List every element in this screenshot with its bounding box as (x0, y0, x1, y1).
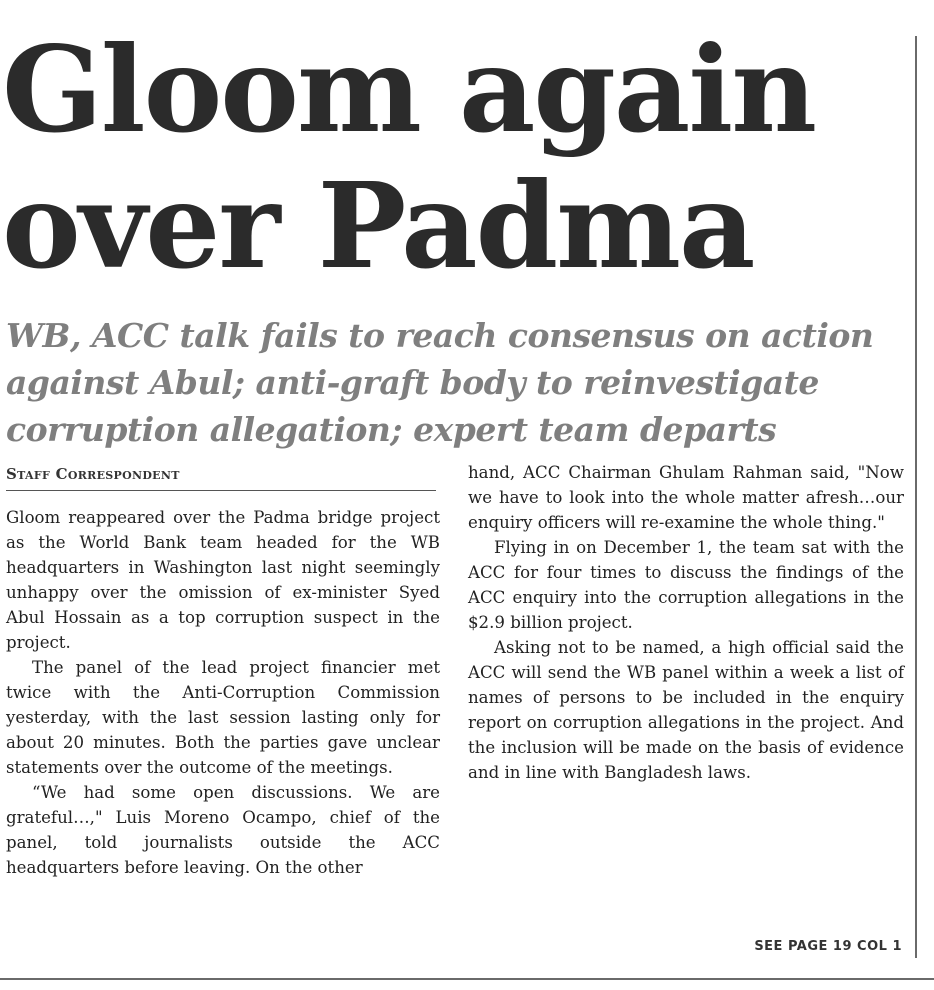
article-column-left (6, 505, 440, 880)
headline-line-1: Gloom again (2, 20, 815, 159)
subheadline-line-3: corruption allegation; expert team departs (6, 410, 777, 449)
bottom-rule (0, 978, 934, 980)
subheadline (6, 312, 906, 453)
article-paragraph-4: Flying in on December 1, the team sat with the ACC for four times to discuss the findings of the ACC enquiry into the corruption allegations in the $2.9 billion project. (468, 538, 904, 632)
article-paragraph-5: Asking not to be named, a high official said the ACC will send the WB panel within a week a list of names of persons to be included in the enquiry report on corruption allegations in the project. And the inclusion will be made on the basis of evidence and in line with Bangladesh laws. (468, 638, 904, 782)
column-rule-vertical (915, 36, 917, 958)
article-paragraph-continued: hand, ACC Chairman Ghulam Rahman said, "Now we have to look into the whole matter afresh…our enquiry officers will re-examine the whole thing." (468, 463, 904, 532)
subheadline-line-2: against Abul; anti-graft body to reinvestigate (6, 363, 819, 402)
byline: Staff Correspondent (6, 465, 436, 491)
subheadline-line-1: WB, ACC talk fails to reach consensus on action (6, 316, 874, 355)
jump-reference: SEE PAGE 19 COL 1 (754, 939, 902, 954)
headline (2, 22, 902, 294)
article-paragraph-3: “We had some open discussions. We are grateful…," Luis Moreno Ocampo, chief of the panel, told journalists outside the ACC headquarters before leaving. On the other (6, 783, 440, 877)
article-paragraph-1: Gloom reappeared over the Padma bridge project as the World Bank team headed for the WB headquarters in Washington last night seemingly unhappy over the omission of ex-minister Syed Abul Hossain as a top corruption suspect in the project. (6, 508, 440, 652)
article-paragraph-2: The panel of the lead project financier met twice with the Anti-Corruption Commission yesterday, with the last session lasting only for about 20 minutes. Both the parties gave unclear statements over the outcome of the meetings. (6, 658, 440, 777)
article-column-right (468, 460, 904, 785)
headline-line-2: over Padma (2, 156, 754, 295)
